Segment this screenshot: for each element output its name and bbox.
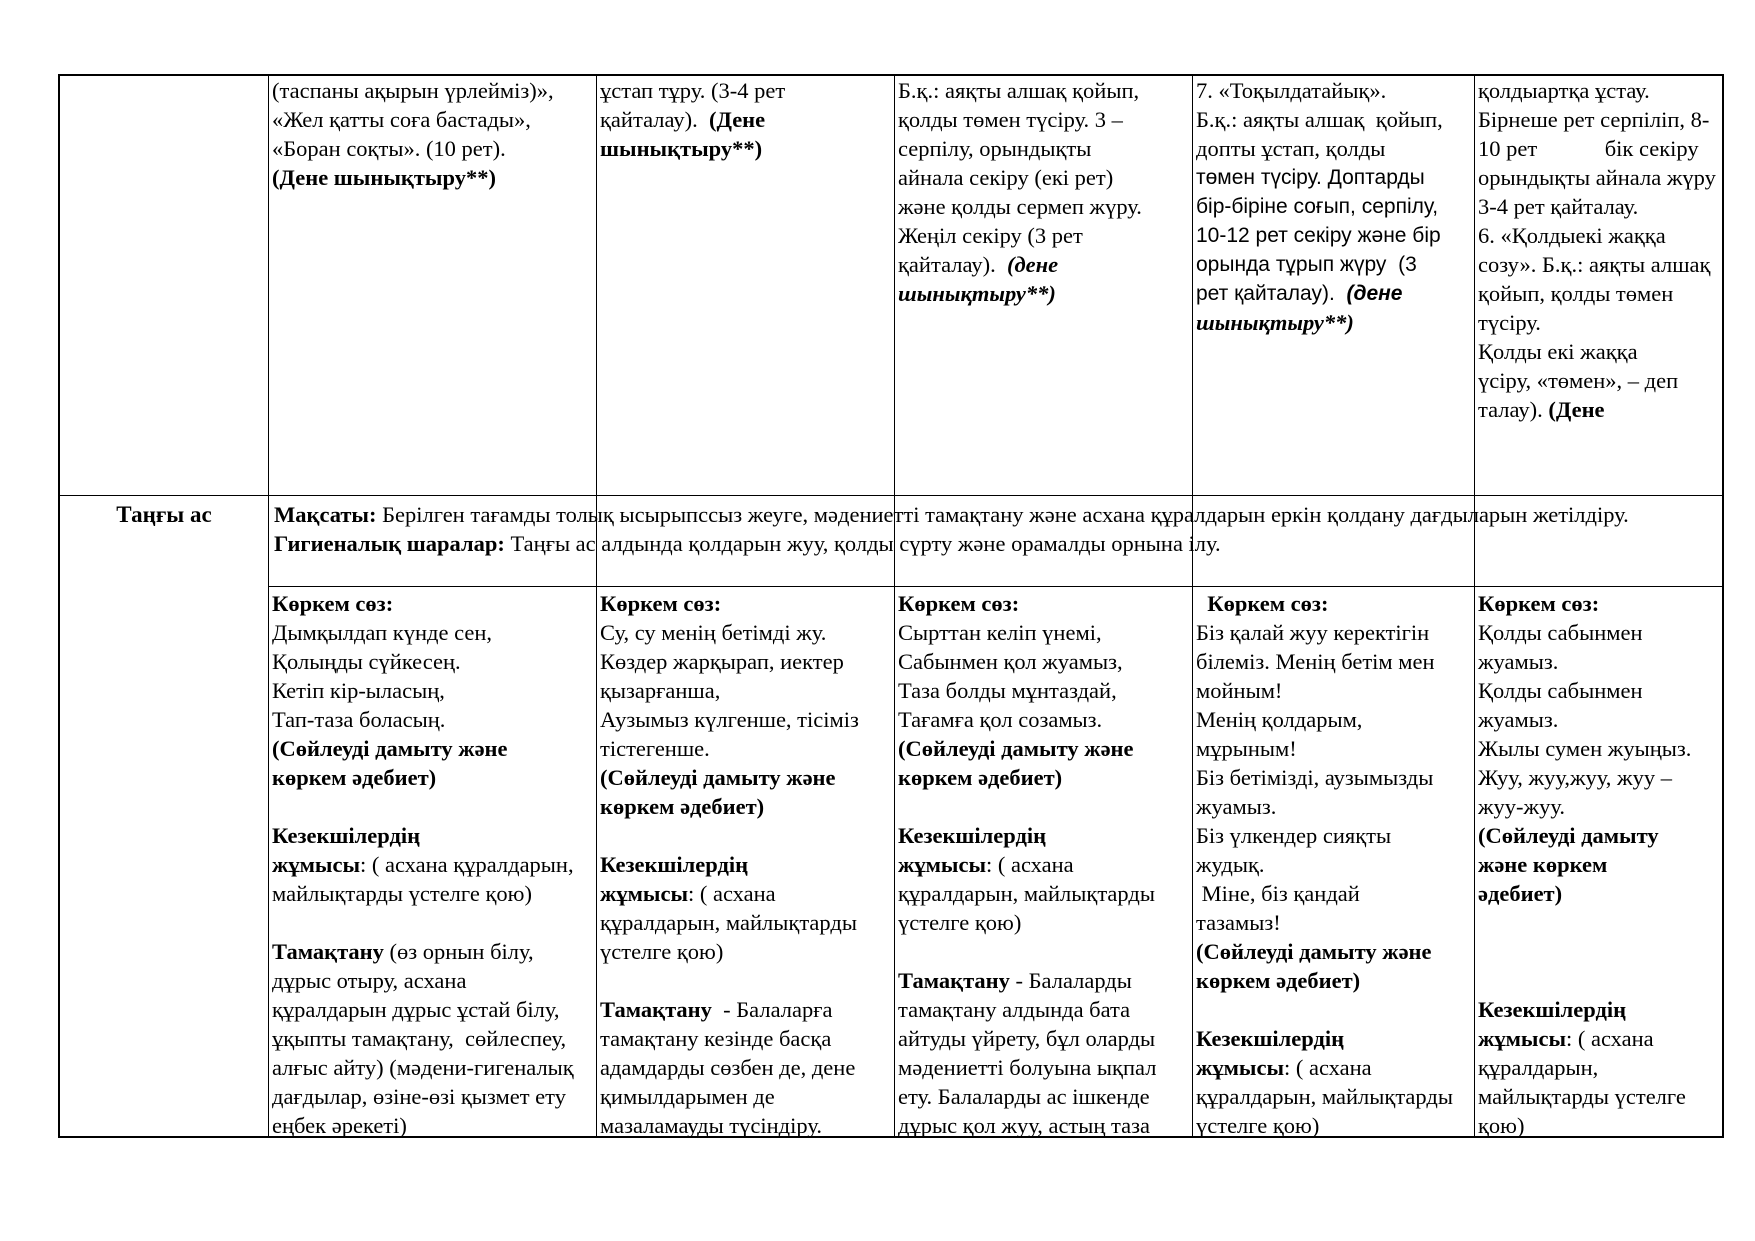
cell-line bbox=[898, 937, 1190, 966]
cell-line: серпілу, орындықты bbox=[898, 136, 1092, 161]
cell-line: Көздер жарқырап, иектер bbox=[600, 649, 844, 674]
cell-line: қойып, қолды төмен bbox=[1478, 281, 1674, 306]
cell-line: Жылы сумен жуыңыз. bbox=[1478, 736, 1692, 761]
cell-line: Бірнеше рет серпіліп, 8- bbox=[1478, 107, 1710, 132]
cell-line: (Сөйлеуді дамыту және bbox=[1196, 939, 1432, 964]
bottom-row-cell-4 bbox=[1194, 589, 1472, 1138]
top-row-cell-3 bbox=[896, 76, 1190, 494]
cell-line: еңбек әрекеті) bbox=[272, 1113, 407, 1138]
cell-line: білеміз. Менің бетім мен bbox=[1196, 649, 1435, 674]
breakfast-goal-cell bbox=[268, 496, 1722, 588]
cell-line: қызарғанша, bbox=[600, 678, 721, 703]
cell-line: төмен түсіру. Доптарды bbox=[1196, 166, 1425, 189]
cell-line: Қолды екі жаққа bbox=[1478, 339, 1638, 364]
cell-line: айтуды үйрету, бұл оларды bbox=[898, 1026, 1156, 1051]
cell-line: 10 рет бік секіру bbox=[1478, 136, 1699, 161]
cell-line: Тамақтану - Балаларға bbox=[600, 997, 833, 1022]
cell-line: құралдарын, майлықтарды bbox=[1196, 1084, 1453, 1109]
cell-line: көркем әдебиет) bbox=[272, 765, 437, 790]
cell-line: қою) bbox=[1478, 1113, 1525, 1138]
cell-line: құралдарын дұрыс ұстай білу, bbox=[272, 997, 560, 1022]
column-divider bbox=[894, 76, 895, 1136]
cell-line: жуамыз. bbox=[1478, 707, 1559, 732]
cell-line bbox=[1196, 995, 1472, 1024]
cell-line: Тамақтану - Балаларды bbox=[898, 968, 1132, 993]
goal-paragraph bbox=[274, 500, 1716, 529]
cell-line: жұмысы: ( асхана құралдарын, bbox=[272, 852, 574, 877]
cell-line: және қолды сермеп жүру. bbox=[898, 194, 1142, 219]
cell-line bbox=[1478, 966, 1724, 995]
cell-line: жұмысы: ( асхана bbox=[600, 881, 776, 906]
cell-line: (Сөйлеуді дамыту bbox=[1478, 823, 1659, 848]
bottom-row-cell-5 bbox=[1476, 589, 1724, 1138]
top-row-cell-4 bbox=[1194, 76, 1472, 494]
cell-line: бір-біріне соғып, серпілу, bbox=[1196, 195, 1439, 218]
cell-line: Кезекшілердің bbox=[600, 852, 749, 877]
cell-line: қолды төмен түсіру. 3 – bbox=[898, 107, 1123, 132]
bottom-row-cell-2 bbox=[598, 589, 892, 1138]
cell-line: үстелге қою) bbox=[898, 910, 1022, 935]
cell-line bbox=[272, 792, 594, 821]
cell-line: «Жел қатты соға бастады», bbox=[272, 107, 531, 132]
cell-line: Сырттан келіп үнемі, bbox=[898, 620, 1102, 645]
cell-line: тамақтану кезінде басқа bbox=[600, 1026, 832, 1051]
cell-line: түсіру. bbox=[1478, 310, 1541, 335]
cell-line bbox=[898, 792, 1190, 821]
cell-line bbox=[600, 966, 892, 995]
cell-line: ұқыпты тамақтану, сөйлеспеу, bbox=[272, 1026, 567, 1051]
bottom-row-cell-1 bbox=[270, 589, 594, 1138]
cell-line: қимылдарымен де bbox=[600, 1084, 775, 1109]
cell-line: дұрыс отыру, асхана bbox=[272, 968, 467, 993]
cell-line: жуамыз. bbox=[1196, 794, 1277, 819]
cell-line: үстелге қою) bbox=[1196, 1113, 1320, 1138]
cell-line: Су, су менің бетімді жу. bbox=[600, 620, 827, 645]
cell-line: үстелге қою) bbox=[600, 939, 724, 964]
hygiene-paragraph bbox=[274, 529, 1716, 558]
cell-line: көркем әдебиет) bbox=[600, 794, 765, 819]
cell-line: Б.қ.: аяқты алшақ қойып, bbox=[1196, 107, 1443, 132]
cell-line: Біз үлкендер сияқты bbox=[1196, 823, 1392, 848]
cell-line: Кезекшілердің bbox=[272, 823, 421, 848]
cell-line: жұмысы: ( асхана bbox=[898, 852, 1074, 877]
cell-line: Көркем сөз: bbox=[898, 591, 1020, 616]
cell-line: Көркем сөз: bbox=[1196, 591, 1329, 616]
cell-line: 3-4 рет қайталау. bbox=[1478, 194, 1639, 219]
cell-line: Кезекшілердің bbox=[1196, 1026, 1345, 1051]
cell-line bbox=[272, 908, 594, 937]
cell-line: орында тұрып жүру (3 bbox=[1196, 253, 1417, 276]
cell-line: Кезекшілердің bbox=[898, 823, 1047, 848]
cell-line: жуу-жуу. bbox=[1478, 794, 1565, 819]
cell-line: көркем әдебиет) bbox=[898, 765, 1063, 790]
cell-line: Тап-таза боласың. bbox=[272, 707, 446, 732]
top-row-cell-1 bbox=[270, 76, 594, 494]
hygiene-text: Таңғы ас алдында қолдарын жуу, қолды сүрту және орамалды орнына ілу. bbox=[504, 531, 1221, 556]
cell-line: Кетіп кір-ыласың, bbox=[272, 678, 445, 703]
cell-line: алғыс айту) (мәдени-гигеналық bbox=[272, 1055, 574, 1080]
cell-line: Қолды сабынмен bbox=[1478, 678, 1643, 703]
column-divider bbox=[596, 76, 597, 1136]
cell-line: құралдарын, майлықтарды bbox=[600, 910, 857, 935]
cell-line: әдебиет) bbox=[1478, 881, 1563, 906]
cell-line: тістегенше. bbox=[600, 736, 710, 761]
cell-line: Менің қолдарым, bbox=[1196, 707, 1363, 732]
cell-line: (таспаны ақырын үрлейміз)», bbox=[272, 78, 554, 103]
cell-line: Тағамға қол созамыз. bbox=[898, 707, 1103, 732]
goal-text: Берілген тағамды толық ысырыпссыз жеуге, мәдениетті тамақтану және асхана құралдарын еркін қолдану дағдыларын жетілдіру. bbox=[376, 502, 1629, 527]
cell-line: шынықтыру**) bbox=[600, 136, 763, 161]
cell-line: құралдарын, майлықтарды bbox=[898, 881, 1155, 906]
cell-line bbox=[1478, 937, 1724, 966]
cell-line bbox=[1478, 908, 1724, 937]
cell-line: Таза болды мұнтаздай, bbox=[898, 678, 1117, 703]
goal-label: Мақсаты: bbox=[274, 502, 377, 527]
cell-line: мұрыным! bbox=[1196, 736, 1297, 761]
top-row-cell-5 bbox=[1476, 76, 1724, 494]
cell-line: қайталау). (Дене bbox=[600, 107, 766, 132]
cell-line: қолдыартқа ұстау. bbox=[1478, 78, 1650, 103]
column-divider bbox=[1192, 76, 1193, 1136]
cell-line: мәдениетті болуына ықпал bbox=[898, 1055, 1157, 1080]
bottom-row-cell-3 bbox=[896, 589, 1190, 1138]
cell-line bbox=[600, 821, 892, 850]
cell-line: созу». Б.қ.: аяқты алшақ bbox=[1478, 252, 1711, 277]
cell-line: 7. «Тоқылдатайық». bbox=[1196, 78, 1387, 103]
hygiene-label: Гигиеналық шаралар: bbox=[274, 531, 505, 556]
cell-line: адамдарды сөзбен де, дене bbox=[600, 1055, 856, 1080]
cell-line: ұстап тұру. (3-4 рет bbox=[600, 78, 786, 103]
cell-line: шынықтыру**) bbox=[1196, 310, 1354, 335]
top-row-cell-2 bbox=[598, 76, 892, 494]
cell-line: үсіру, «төмен», – деп bbox=[1478, 368, 1679, 393]
cell-line: Сабынмен қол жуамыз, bbox=[898, 649, 1123, 674]
cell-line: дұрыс қол жуу, астың таза bbox=[898, 1113, 1151, 1138]
cell-line: құралдарын, bbox=[1478, 1055, 1599, 1080]
cell-line: және көркем bbox=[1478, 852, 1608, 877]
cell-line: майлықтарды үстелге bbox=[1478, 1084, 1686, 1109]
cell-line: мойным! bbox=[1196, 678, 1283, 703]
cell-line: (Сөйлеуді дамыту және bbox=[898, 736, 1134, 761]
cell-line: Кезекшілердің bbox=[1478, 997, 1627, 1022]
cell-line: Көркем сөз: bbox=[1478, 591, 1600, 616]
cell-line: жұмысы: ( асхана bbox=[1196, 1055, 1372, 1080]
cell-line: Тамақтану (өз орнын білу, bbox=[272, 939, 534, 964]
cell-line: (Сөйлеуді дамыту және bbox=[272, 736, 508, 761]
cell-line: Біз бетімізді, аузымызды bbox=[1196, 765, 1434, 790]
cell-line: Міне, біз қандай bbox=[1196, 881, 1360, 906]
schedule-table bbox=[58, 74, 1724, 1138]
cell-line: жудық. bbox=[1196, 852, 1265, 877]
cell-line: ету. Балаларды ас ішкенде bbox=[898, 1084, 1150, 1109]
cell-line: дағдылар, өзіне-өзі қызмет ету bbox=[272, 1084, 566, 1109]
cell-line: шынықтыру**) bbox=[898, 281, 1056, 306]
cell-line: талау). (Дене bbox=[1478, 397, 1605, 422]
cell-line: рет қайталау). (дене bbox=[1196, 282, 1403, 305]
cell-line: тамақтану алдында бата bbox=[898, 997, 1131, 1022]
cell-line: Жеңіл секіру (3 рет bbox=[898, 223, 1083, 248]
cell-line: допты ұстап, қолды bbox=[1196, 136, 1386, 161]
cell-line: Қолыңды сүйкесең. bbox=[272, 649, 461, 674]
cell-line: (Сөйлеуді дамыту және bbox=[600, 765, 836, 790]
cell-line: орындықты айнала жүру bbox=[1478, 165, 1716, 190]
cell-line: тазамыз! bbox=[1196, 910, 1281, 935]
cell-line: Біз қалай жуу керектігін bbox=[1196, 620, 1430, 645]
row-label-breakfast: Таңғы ас bbox=[116, 502, 212, 527]
cell-line: мазаламауды түсіндіру. bbox=[600, 1113, 822, 1138]
cell-line: Көркем сөз: bbox=[272, 591, 394, 616]
cell-line: 6. «Қолдыекі жаққа bbox=[1478, 223, 1666, 248]
cell-line: жұмысы: ( асхана bbox=[1478, 1026, 1654, 1051]
cell-line: Көркем сөз: bbox=[600, 591, 722, 616]
cell-line: Дымқылдап күнде сен, bbox=[272, 620, 492, 645]
cell-line: Б.қ.: аяқты алшақ қойып, bbox=[898, 78, 1140, 103]
cell-line: көркем әдебиет) bbox=[1196, 968, 1361, 993]
cell-line: 10-12 рет секіру және бір bbox=[1196, 224, 1441, 247]
cell-line: майлықтарды үстелге қою) bbox=[272, 881, 532, 906]
cell-line: Қолды сабынмен bbox=[1478, 620, 1643, 645]
column-divider bbox=[268, 76, 269, 1136]
cell-line: Жуу, жуу,жуу, жуу – bbox=[1478, 765, 1672, 790]
cell-line: айнала секіру (екі рет) bbox=[898, 165, 1114, 190]
cell-line: Аузымыз күлгенше, тісіміз bbox=[600, 707, 859, 732]
column-divider bbox=[1474, 76, 1475, 1136]
cell-line: жуамыз. bbox=[1478, 649, 1559, 674]
cell-line: «Боран соқты». (10 рет). bbox=[272, 136, 506, 161]
cell-line: қайталау). (дене bbox=[898, 252, 1059, 277]
cell-line: (Дене шынықтыру**) bbox=[272, 165, 496, 190]
